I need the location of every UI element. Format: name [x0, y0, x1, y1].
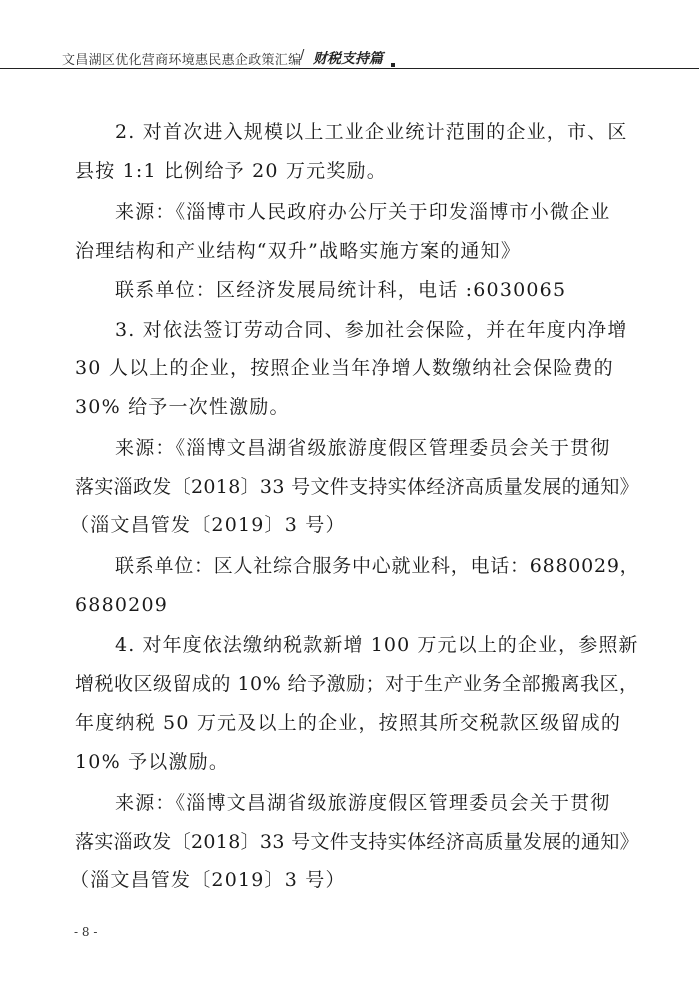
- body-line: 2. 对首次进入规模以上工业企业统计范围的企业，市、区: [115, 121, 628, 143]
- body-line: 落实淄政发〔2018〕33 号文件支持实体经济高质量发展的通知》: [75, 831, 639, 853]
- body-line: 来源：《淄博文昌湖省级旅游度假区管理委员会关于贯彻: [115, 792, 611, 814]
- body-line: 落实淄政发〔2018〕33 号文件支持实体经济高质量发展的通知》: [75, 476, 639, 498]
- body-line: 30 人以上的企业，按照企业当年净增人数缴纳社会保险费的: [75, 357, 614, 379]
- body-line: 县按 1:1 比例给予 20 万元奖励。: [75, 160, 387, 182]
- header-separator: /: [300, 48, 305, 63]
- body-line: 来源：《淄博文昌湖省级旅游度假区管理委员会关于贯彻: [115, 437, 611, 459]
- page-number: - 8 -: [74, 925, 98, 939]
- header-dot: [391, 63, 395, 67]
- body-line: 3. 对依法签订劳动合同、参加社会保险，并在年度内净增: [115, 319, 628, 341]
- body-line: 4. 对年度依法缴纳税款新增 100 万元以上的企业，参照新: [115, 634, 639, 656]
- body-line: （淄文昌管发〔2019〕3 号）: [70, 869, 346, 891]
- contact-line: 联系单位：区经济发展局统计科，电话 :6030065: [115, 279, 567, 301]
- contact-line: 联系单位：区人社综合服务中心就业科，电话：6880029，: [115, 555, 640, 577]
- body-line: 30% 给予一次性激励。: [75, 396, 290, 418]
- header-section-title: 财税支持篇: [313, 51, 383, 67]
- body-line: 治理结构和产业结构“双升”战略实施方案的通知》: [75, 240, 522, 262]
- body-line: 年度纳税 50 万元及以上的企业，按照其所交税款区级留成的: [75, 712, 622, 734]
- header-rule: [0, 68, 699, 69]
- contact-line: 6880209: [75, 594, 169, 616]
- body-line: 增税收区级留成的 10% 给予激励；对于生产业务全部搬离我区，: [75, 673, 639, 695]
- body-line: 来源：《淄博市人民政府办公厅关于印发淄博市小微企业: [115, 201, 611, 223]
- body-line: 10% 予以激励。: [75, 751, 230, 773]
- body-line: （淄文昌管发〔2019〕3 号）: [70, 514, 346, 536]
- header-title: 文昌湖区优化营商环境惠民惠企政策汇编: [62, 53, 302, 68]
